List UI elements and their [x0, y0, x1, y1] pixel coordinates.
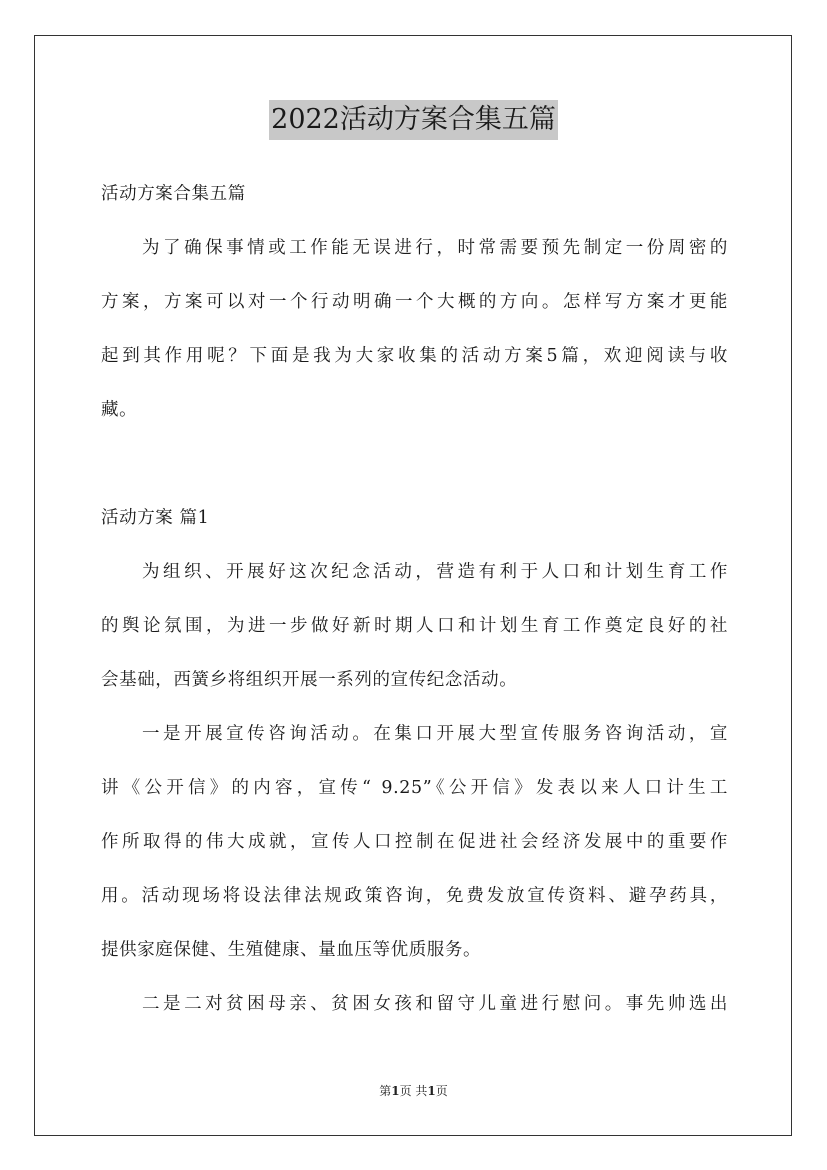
- paragraph-line: 为组织、开展好这次纪念活动，营造有利于人口和计划生育工作: [142, 562, 728, 582]
- paragraph-line: 用。活动现场将设法律法规政策咨询，免费发放宣传资料、避孕药具，: [101, 886, 728, 906]
- paragraph-line: 提供家庭保健、生殖健康、量血压等优质服务。: [101, 940, 482, 960]
- paragraph-line: 起到其作用呢？下面是我为大家收集的活动方案5篇，欢迎阅读与收: [101, 346, 728, 366]
- footer-page-total: 1: [427, 1084, 436, 1098]
- section-heading: 活动方案 篇1: [101, 508, 210, 528]
- document-title: 2022活动方案合集五篇: [269, 100, 558, 140]
- paragraph-line: 的舆论氛围，为进一步做好新时期人口和计划生育工作奠定良好的社: [101, 616, 728, 636]
- footer-suffix: 页: [435, 1084, 448, 1098]
- subtitle: 活动方案合集五篇: [101, 184, 246, 204]
- page-footer: [0, 1082, 827, 1099]
- title-container: [0, 100, 827, 140]
- paragraph-line: 一是开展宣传咨询活动。在集口开展大型宣传服务咨询活动，宣: [142, 724, 728, 744]
- document-body: [101, 174, 728, 1038]
- footer-mid: 页 共: [399, 1084, 428, 1098]
- paragraph-line: 藏。: [101, 400, 138, 420]
- footer-page-number: 1: [391, 1084, 400, 1098]
- paragraph-line: 讲《公开信》的内容，宣传“ 9.25”《公开信》发表以来人口计生工: [101, 778, 728, 798]
- paragraph-line: 作所取得的伟大成就，宣传人口控制在促进社会经济发展中的重要作: [101, 832, 728, 852]
- spacer: [101, 444, 728, 498]
- paragraph-line: 为了确保事情或工作能无误进行，时常需要预先制定一份周密的: [142, 238, 728, 258]
- paragraph-line: 二是二对贫困母亲、贫困女孩和留守儿童进行慰问。事先帅选出: [142, 994, 728, 1014]
- paragraph-line: 方案，方案可以对一个行动明确一个大概的方向。怎样写方案才更能: [101, 292, 728, 312]
- footer-prefix: 第: [379, 1084, 392, 1098]
- paragraph-line: 会基础，西簧乡将组织开展一系列的宣传纪念活动。: [101, 670, 518, 690]
